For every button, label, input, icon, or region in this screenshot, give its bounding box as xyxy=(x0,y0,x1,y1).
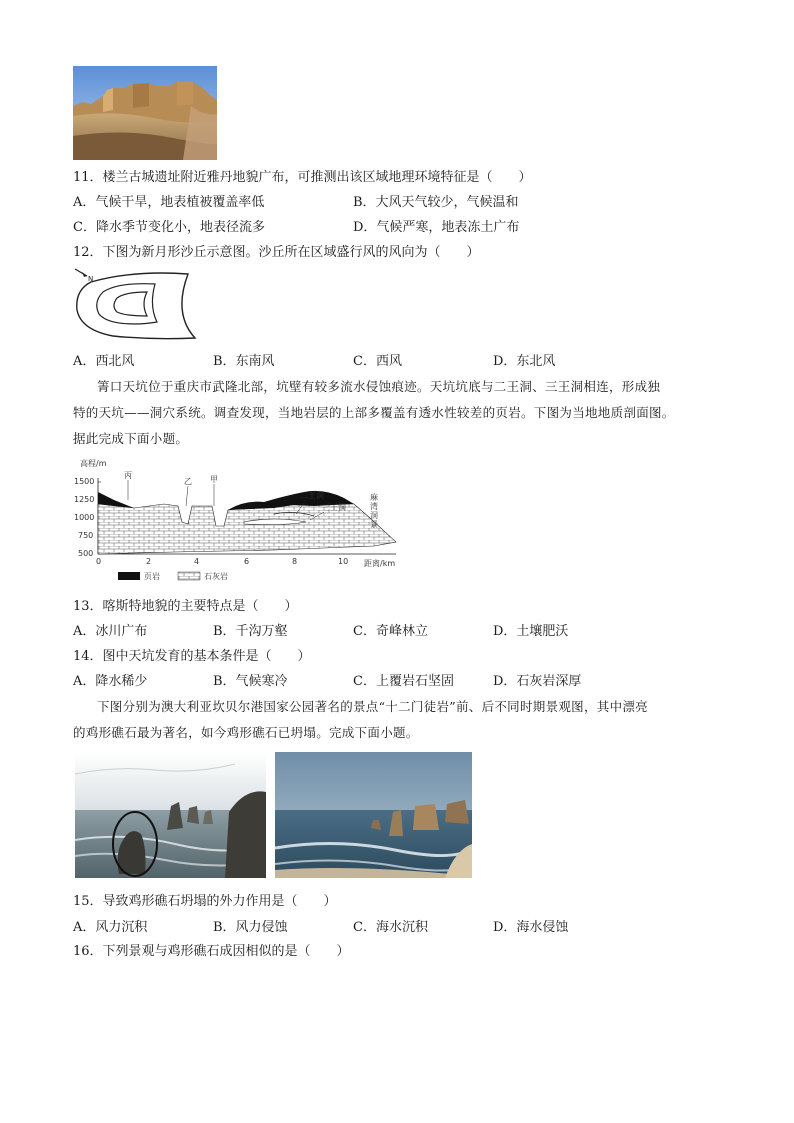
twelve-apostles-before-photo xyxy=(75,752,266,878)
q15-option-a[interactable]: A．风力沉积 xyxy=(73,920,148,935)
twelve-apostles-after-photo xyxy=(275,752,472,878)
passage1-line2: 特的天坑——洞穴系统。调查发现，当地岩层的上部多覆盖有透水性较差的页岩。下图为当地地质剖面图。 xyxy=(73,405,675,420)
barchan-dune-diagram xyxy=(73,266,198,342)
y-tick-1250: 1250 xyxy=(74,495,95,504)
q11-option-b[interactable]: B．大风天气较少，气候温和 xyxy=(353,195,519,210)
q14-option-d[interactable]: D．石灰岩深厚 xyxy=(493,674,582,689)
q13-option-d[interactable]: D．土壤肥沃 xyxy=(493,624,569,639)
x-tick-10: 10 xyxy=(338,557,349,566)
legend-shale-label: 页岩 xyxy=(144,572,160,581)
passage1-line1: 箐口天坑位于重庆市武隆北部，坑壁有较多流水侵蚀痕迹。天坑坑底与二王洞、三王洞相连，形成独 xyxy=(97,379,661,394)
svg-text:麻: 麻 xyxy=(370,493,378,502)
q13-option-b[interactable]: B．千沟万壑 xyxy=(213,624,288,639)
north-arrow-icon xyxy=(82,272,87,277)
q12-option-d[interactable]: D．东北风 xyxy=(493,354,556,369)
q12-option-b[interactable]: B．东南风 xyxy=(213,354,275,369)
q15-stem: 15．导致鸡形礁石坍塌的外力作用是（ ） xyxy=(73,894,337,909)
legend-limestone-label: 石灰岩 xyxy=(204,572,228,581)
svg-text:洞: 洞 xyxy=(370,511,378,520)
svg-text:景: 景 xyxy=(370,520,378,529)
x-tick-0: 0 xyxy=(96,557,102,566)
q12-option-a[interactable]: A．西北风 xyxy=(73,354,135,369)
q12-stem: 12．下图为新月形沙丘示意图。沙丘所在区域盛行风的风向为（ ） xyxy=(73,245,480,260)
yardang-photo xyxy=(73,66,217,160)
q11-option-a[interactable]: A．气候干旱，地表植被覆盖率低 xyxy=(73,195,265,210)
passage2-line2: 的鸡形礁石最为著名，如今鸡形礁石已坍塌。完成下面小题。 xyxy=(73,725,419,740)
q15-option-c[interactable]: C．海水沉积 xyxy=(353,920,428,935)
passage1-line3: 据此完成下面小题。 xyxy=(73,431,189,446)
point-yi-label: 乙 xyxy=(184,477,192,486)
point-bing-label: 丙 xyxy=(124,471,132,480)
legend-limestone-swatch xyxy=(178,572,200,580)
q14-option-c[interactable]: C．上覆岩石坚固 xyxy=(353,674,454,689)
x-axis-label: 距离/km xyxy=(364,559,396,568)
point-jia-label: 甲 xyxy=(210,475,218,484)
svg-text:湾: 湾 xyxy=(370,502,378,511)
q14-option-a[interactable]: A．降水稀少 xyxy=(73,674,148,689)
y-axis-label: 高程/m xyxy=(80,459,107,468)
legend-shale-swatch xyxy=(118,572,140,580)
q14-option-b[interactable]: B．气候寒冷 xyxy=(213,674,288,689)
y-tick-750: 750 xyxy=(78,531,94,540)
y-tick-500: 500 xyxy=(78,549,94,558)
q13-stem: 13．喀斯特地貌的主要特点是（ ） xyxy=(73,599,298,614)
cave-mawan-label xyxy=(370,492,378,529)
y-tick-1000: 1000 xyxy=(74,513,95,522)
passage2-line1: 下图分别为澳大利亚坎贝尔港国家公园著名的景点“十二门徒岩”前、后不同时期景观图，其中漂亮 xyxy=(97,699,648,714)
cave-erwang-label: 二王洞 xyxy=(300,491,324,500)
x-tick-8: 8 xyxy=(292,557,298,566)
compass-north-label: N xyxy=(88,275,94,283)
x-tick-4: 4 xyxy=(194,557,200,566)
q15-option-d[interactable]: D．海水侵蚀 xyxy=(493,920,569,935)
q11-option-d[interactable]: D．气候严寒，地表冻土广布 xyxy=(353,220,520,235)
x-tick-6: 6 xyxy=(244,557,250,566)
geological-profile-diagram xyxy=(74,456,404,586)
cave-sanwang-label: 三王洞 xyxy=(322,503,346,512)
q12-option-c[interactable]: C．西风 xyxy=(353,354,402,369)
q16-stem: 16．下列景观与鸡形礁石成因相似的是（ ） xyxy=(73,944,350,959)
q11-option-c[interactable]: C．降水季节变化小，地表径流多 xyxy=(73,220,265,235)
y-tick-1500: 1500 xyxy=(74,477,95,486)
q13-option-a[interactable]: A．冰川广布 xyxy=(73,624,148,639)
q11-stem: 11．楼兰古城遗址附近雅丹地貌广布，可推测出该区域地理环境特征是（ ） xyxy=(73,170,532,185)
y-tick-labels xyxy=(74,477,94,558)
x-tick-2: 2 xyxy=(146,557,152,566)
q13-option-c[interactable]: C．奇峰林立 xyxy=(353,624,428,639)
q14-stem: 14．图中天坑发育的基本条件是（ ） xyxy=(73,649,311,664)
x-tick-labels xyxy=(96,557,348,566)
q15-option-b[interactable]: B．风力侵蚀 xyxy=(213,920,288,935)
